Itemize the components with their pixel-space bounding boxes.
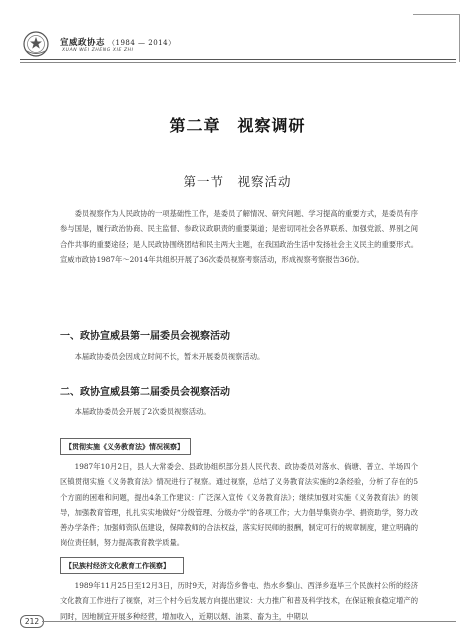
subsection-text-1: 本届政协委员会因成立时间不长，暂未开展委员视察活动。 <box>74 352 265 361</box>
chapter-title: 第二章 视察调研 <box>169 116 306 135</box>
box-title-1: 【贯彻实施《义务教育法》情况视察】 <box>60 438 191 455</box>
footer-rule <box>42 621 456 622</box>
subsection-text-2: 本届政协委员会开展了2次委员视察活动。 <box>74 407 211 416</box>
book-title-text: 宣威政协志 <box>60 38 106 48</box>
book-pinyin: XUAN WEI ZHENG XIE ZHI <box>62 48 134 53</box>
header-rule <box>20 59 456 60</box>
book-years: （1984 — 2014） <box>108 39 176 47</box>
intro-paragraph: 委员视察作为人民政协的一项基础性工作，是委员了解情况、研究问题、学习提高的重要方式，是委员有序参与国是，履行政治协商、民主监督、参政议政职责的重要渠道；是密切同社会各界联系、加强党派、界别之间合作共事的重要途径；是人民政协围绕团结和民主两大主题，在我国政治生活中发扬社会主义民主的重要形式。宣威市政协1987年～2014年共组织开展了36次委员视察考察活动，形成视察考察报告36份。 <box>60 209 418 264</box>
book-title <box>60 36 176 48</box>
header-corner-frame <box>413 14 460 62</box>
box-title-2: 【民族村经济文化教育工作视察】 <box>60 557 184 574</box>
subsection-heading-2: 二、政协宣威县第二届委员会视察活动 <box>60 387 230 398</box>
page-number: 212 <box>20 615 44 628</box>
header-rule-thin <box>20 62 456 63</box>
subsection-heading-1: 一、政协宣威县第一届委员会视察活动 <box>60 331 230 342</box>
box-text-1: 1987年10月2日，县人大常委会、县政协组织部分县人民代表、政协委员对落水、倘塘、普立、羊场四个区镇贯彻实施《义务教育法》情况进行了视察。通过视察，总结了义务教育法实施的2条经验，分析了存在的5个方面的困难和问题，提出4条工作建议：广泛深入宣传《义务教育法》；继续加强对实施《义务教育法》的领导，加强教育管理，扎扎实实地做好“分级管理、分级办学”的各项工作；大力倡导集资办学、捐资助学，努力改善办学条件；加强师资队伍建设，保障教师的合法权益，落实好民师的报酬，制定可行的规章制度，建立明确的岗位责任制，努力提高教育教学质量。 <box>60 462 418 548</box>
cppcc-emblem-icon <box>21 30 51 58</box>
box-text-2: 1989年11月25日至12月3日，历时9天，对海岱乡鲁屯、热水乡黎山、西泽乡迤毕三个民族村公所的经济文化教育工作进行了视察，对三个村今后发展方向提出建议：大力推广和普及科学技术，在保证粮食稳定增产的同时，因地制宜开展多种经营，增加收入，近期以烟、油菜、畜为主，中期以 <box>60 581 418 621</box>
section-title: 第一节 视察活动 <box>183 174 292 189</box>
